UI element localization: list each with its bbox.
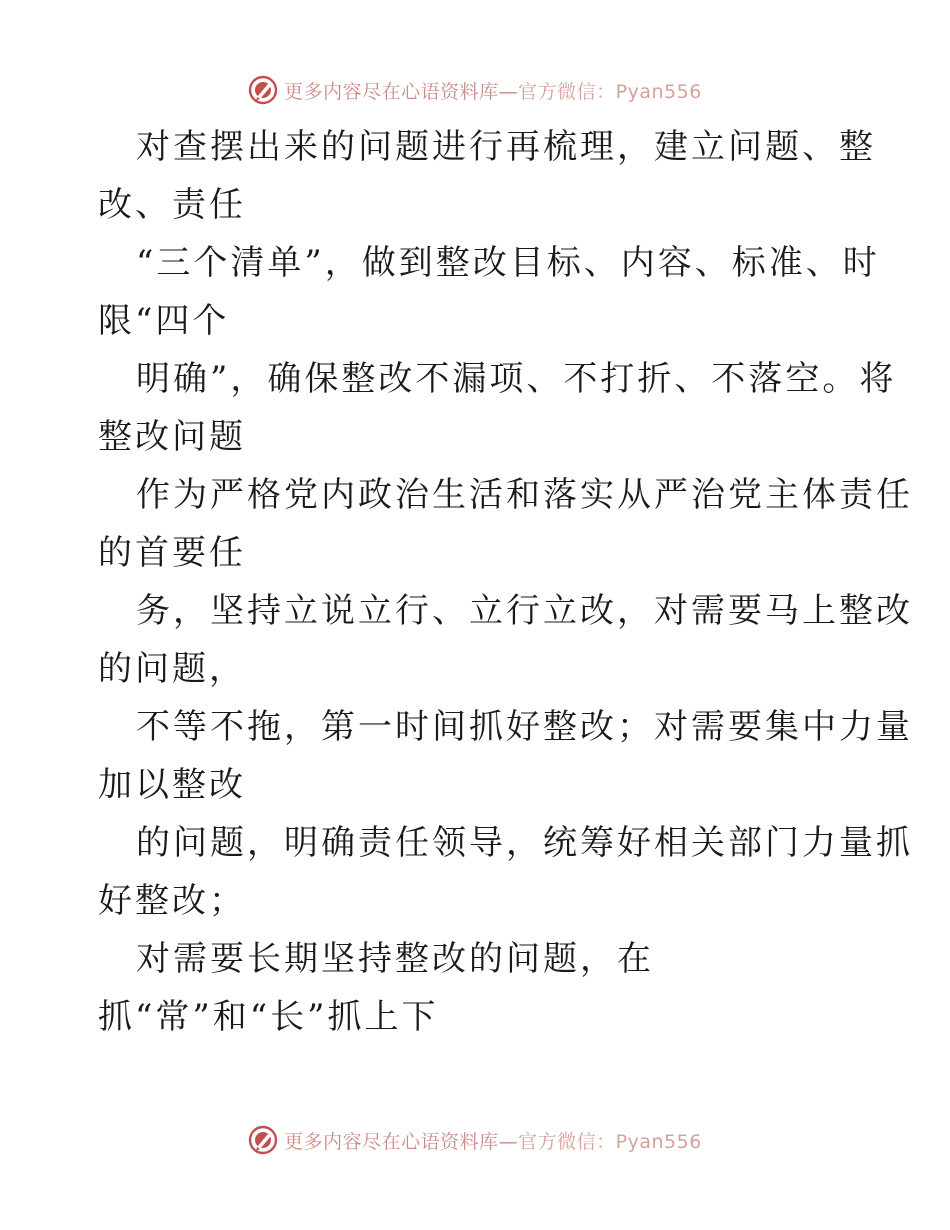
body-line: 对需要长期坚持整改的问题，在	[136, 939, 654, 979]
banner-wechat-text: 官方微信：Pyan556	[518, 80, 702, 103]
body-line: 明确”，确保整改不漏项、不打折、不落空。将	[136, 359, 897, 399]
body-line: 的问题，	[98, 649, 246, 689]
banner-text	[284, 77, 702, 104]
banner-wechat-text: 官方微信：Pyan556	[518, 1130, 702, 1153]
body-line: 加以整改	[98, 765, 246, 805]
body-line: 务，坚持立说立行、立行立改，对需要马上整改	[136, 591, 913, 631]
body-line: 抓“常”和“长”抓上下	[98, 997, 439, 1037]
body-line: 的问题，明确责任领导，统筹好相关部门力量抓	[136, 823, 913, 863]
body-line: 限“四个	[98, 301, 230, 341]
body-line: 不等不拖，第一时间抓好整改；对需要集中力量	[136, 707, 913, 747]
body-line: 好整改；	[98, 881, 246, 921]
pen-logo-icon	[248, 1125, 278, 1155]
body-line: “三个清单”，做到整改目标、内容、标准、时	[136, 243, 880, 283]
document-body	[98, 118, 913, 1046]
footer-banner	[0, 1120, 950, 1160]
body-line: 的首要任	[98, 533, 246, 573]
header-banner	[0, 70, 950, 110]
body-line: 改、责任	[98, 185, 246, 225]
pen-logo-icon	[248, 75, 278, 105]
banner-text	[284, 1127, 702, 1154]
body-line: 整改问题	[98, 417, 246, 457]
body-line: 对查摆出来的问题进行再梳理，建立问题、整	[136, 127, 876, 167]
body-line: 作为严格党内政治生活和落实从严治党主体责任	[136, 475, 913, 515]
banner-main-text: 更多内容尽在心语资料库—	[284, 1130, 519, 1153]
banner-main-text: 更多内容尽在心语资料库—	[284, 80, 519, 103]
